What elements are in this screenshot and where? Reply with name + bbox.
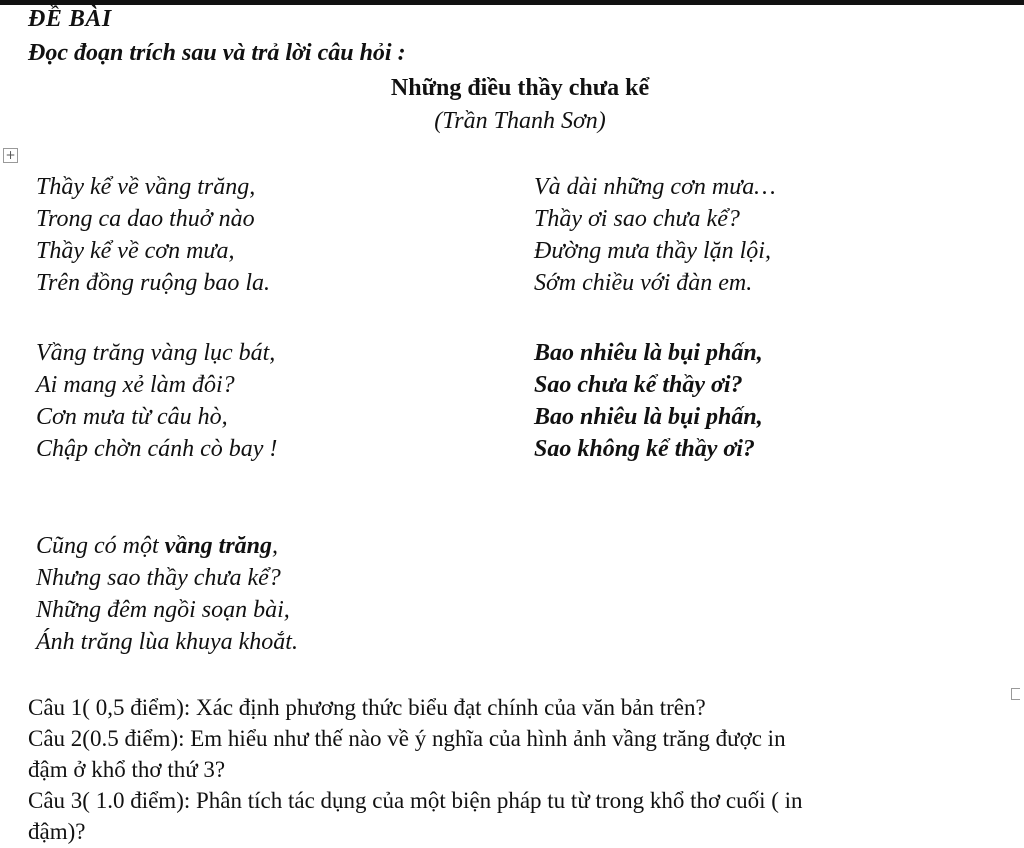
poem-line: Sớm chiều với đàn em. — [534, 270, 753, 296]
poem-line: Thầy kể về cơn mưa, — [36, 238, 235, 264]
stanza-2 — [534, 171, 776, 299]
page-heading: ĐỀ BÀI — [28, 6, 112, 32]
poem-line: Bao nhiêu là bụi phấn, — [534, 404, 763, 430]
poem-line: Ai mang xẻ làm đôi? — [36, 372, 235, 398]
poem-title: Những điều thầy chưa kể — [390, 75, 650, 101]
question-2-line-2: đậm ở khổ thơ thứ 3? — [28, 757, 226, 782]
question-2-line-1: Câu 2(0.5 điểm): Em hiểu như thế nào về ý nghĩa của hình ảnh vầng trăng được in — [28, 726, 786, 751]
question-3-line-1: Câu 3( 1.0 điểm): Phân tích tác dụng của một biện pháp tu từ trong khổ thơ cuối ( in — [28, 788, 803, 813]
poem-author: (Trần Thanh Sơn) — [434, 108, 606, 134]
poem-line: Trên đồng ruộng bao la. — [36, 270, 271, 296]
stanza-3 — [36, 337, 277, 465]
line-prefix: Cũng có một — [36, 533, 165, 559]
questions-block — [28, 692, 1008, 847]
stanza-5 — [36, 530, 298, 658]
poem-line: Sao chưa kể thầy ơi? — [534, 372, 743, 398]
poem-line: Bao nhiêu là bụi phấn, — [534, 340, 763, 366]
move-handle-icon[interactable]: + — [3, 148, 18, 163]
poem-line: Nhưng sao thầy chưa kể? — [36, 565, 281, 591]
poem-line: Sao không kể thầy ơi? — [534, 436, 755, 462]
poem-line: Thầy kể về vầng trăng, — [36, 174, 256, 200]
line-suffix: , — [272, 533, 279, 559]
poem-line: Thầy ơi sao chưa kể? — [534, 206, 740, 232]
poem-line — [36, 530, 298, 562]
top-border — [0, 0, 1024, 5]
instruction-text: Đọc đoạn trích sau và trả lời câu hỏi : — [28, 40, 406, 66]
poem-line: Và dài những cơn mưa… — [534, 174, 776, 200]
poem-line: Ánh trăng lùa khuya khoắt. — [36, 629, 298, 655]
poem-line: Vầng trăng vàng lục bát, — [36, 340, 276, 366]
poem-line: Cơn mưa từ câu hò, — [36, 404, 228, 430]
poem-line: Trong ca dao thuở nào — [36, 206, 255, 232]
question-1: Câu 1( 0,5 điểm): Xác định phương thức biểu đạt chính của văn bản trên? — [28, 695, 706, 720]
paragraph-corner-mark — [1011, 688, 1020, 700]
bold-phrase: vầng trăng — [164, 533, 273, 559]
stanza-1 — [36, 171, 270, 299]
stanza-4-bold — [534, 337, 763, 465]
poem-line: Đường mưa thầy lặn lội, — [534, 238, 771, 264]
question-3-line-2: đậm)? — [28, 819, 86, 844]
poem-line: Chập chờn cánh cò bay ! — [36, 436, 278, 462]
poem-line: Những đêm ngồi soạn bài, — [36, 597, 290, 623]
